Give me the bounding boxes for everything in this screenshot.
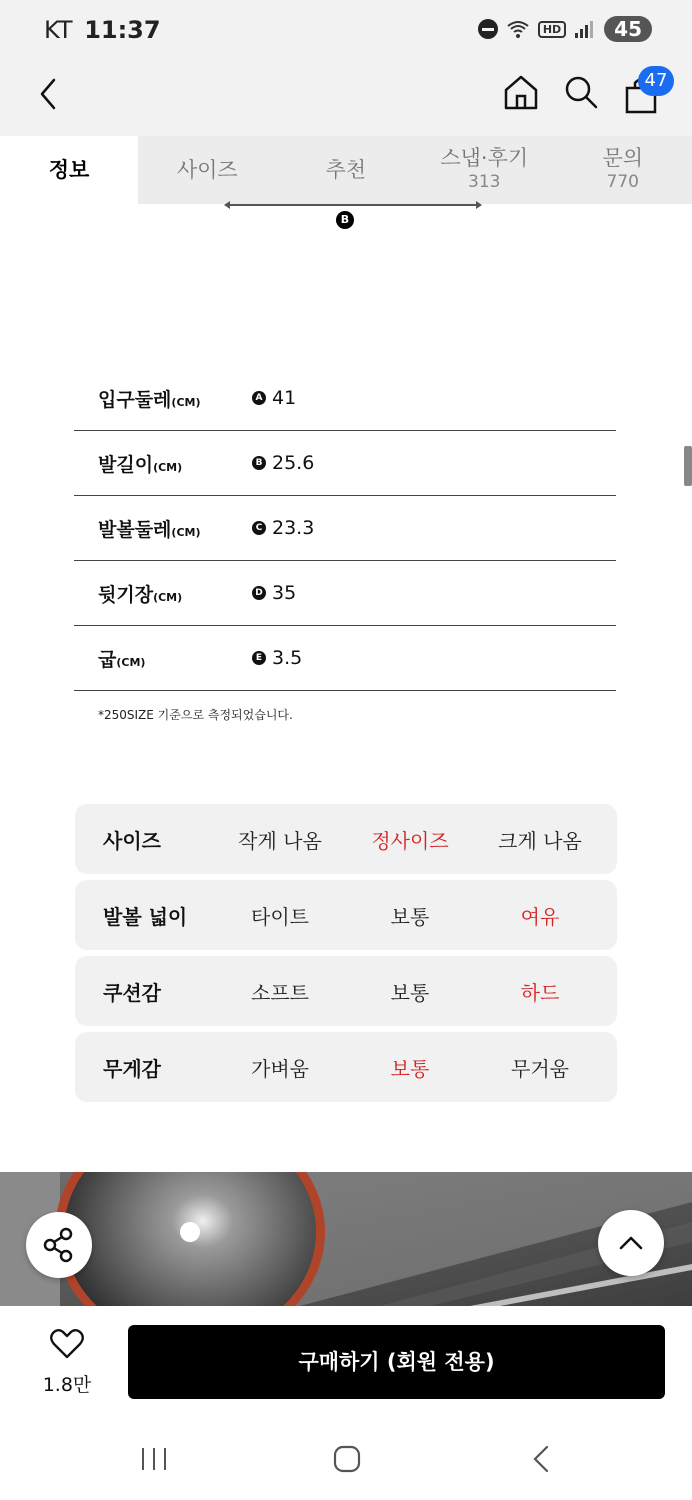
spec-value-text: 23.3 [272,517,315,539]
tab-label: 사이즈 [176,158,238,182]
heart-icon [49,1328,85,1360]
spec-unit: (CM) [171,525,201,539]
fit-row-width [75,880,617,950]
carrier-label: KT [44,16,73,44]
spec-label [74,515,252,542]
marker-icon: D [252,586,266,600]
fit-option: 무거움 [511,1056,569,1081]
scroll-to-top-button[interactable] [598,1210,664,1276]
fit-row-weight [75,1032,617,1102]
tab-size[interactable] [138,136,277,204]
fit-info-panel [75,804,617,1108]
marker-icon: E [252,651,266,665]
table-row [74,561,616,626]
spec-value [252,517,314,539]
share-button[interactable] [26,1212,92,1278]
app-header [0,62,692,136]
clock: 11:37 [84,16,161,44]
tab-count: 313 [468,172,501,192]
product-tabs [0,136,692,204]
spec-label [74,450,252,477]
tab-recommend[interactable] [277,136,416,204]
chevron-up-icon [598,1210,664,1276]
fit-label: 사이즈 [103,828,161,853]
fit-option: 타이트 [251,904,309,929]
measurement-note: *250SIZE 기준으로 측정되었습니다. [98,708,293,722]
marker-icon: C [252,521,266,535]
fit-option: 소프트 [251,980,309,1005]
spec-label-text: 입구둘레 [98,388,172,411]
spec-value [252,452,314,474]
recent-apps-icon[interactable] [140,1446,168,1472]
status-carrier-time [44,16,161,44]
spec-label [74,385,252,412]
fit-row-cushion [75,956,617,1026]
fit-option-selected: 여유 [520,904,560,929]
fit-label: 무게감 [103,1056,161,1081]
back-arrow-icon[interactable] [34,74,64,114]
spec-value-text: 41 [272,387,297,409]
fit-option: 작게 나옴 [238,828,322,853]
home-icon[interactable] [502,72,540,112]
spec-label-text: 뒷기장 [98,583,154,606]
like-count: 1.8만 [42,1374,92,1396]
status-icons [478,16,652,42]
fit-option-selected: 하드 [520,980,560,1005]
nav-home-icon[interactable] [332,1444,362,1474]
nav-back-icon[interactable] [530,1444,552,1474]
status-bar [0,0,692,62]
tab-label: 문의 [602,146,644,170]
tab-snap-review[interactable] [415,136,554,204]
fit-row-size [75,804,617,874]
table-row [74,431,616,496]
spec-value-text: 35 [272,582,297,604]
fit-option: 보통 [390,980,430,1005]
like-button[interactable] [34,1328,100,1397]
marker-icon: B [252,456,266,470]
table-row [74,626,616,691]
fit-option-selected: 정사이즈 [371,828,449,853]
search-icon[interactable] [562,72,600,112]
spec-label-text: 발길이 [98,453,154,476]
size-spec-table [74,366,616,691]
do-not-disturb-icon [478,19,498,39]
measurement-arrow [226,204,480,206]
battery-indicator: 45 [604,16,652,42]
purchase-bar [0,1306,692,1416]
product-photo [0,1172,692,1306]
tab-label: 정보 [48,158,90,182]
fit-label: 발볼 넓이 [103,904,188,929]
spec-label [74,580,252,607]
marker-icon: A [252,391,266,405]
tab-info[interactable] [0,136,138,204]
fit-option: 가벼움 [251,1056,309,1081]
spec-unit: (CM) [171,395,201,409]
wifi-icon [506,19,530,39]
measurement-marker: B [336,211,354,229]
table-row [74,366,616,431]
tab-label: 스냅·후기 [440,146,529,170]
hd-voice-icon: HD [538,21,566,38]
fit-option-selected: 보통 [390,1056,430,1081]
spec-value-text: 25.6 [272,452,315,474]
tab-label: 추천 [325,158,367,182]
spec-value [252,582,296,604]
signal-icon [574,19,596,39]
buy-button[interactable]: 구매하기 (회원 전용) [128,1325,665,1399]
fit-label: 쿠션감 [103,980,161,1005]
spec-label [74,645,252,672]
spec-label-text: 발볼둘레 [98,518,172,541]
spec-value [252,647,302,669]
spec-unit: (CM) [153,590,183,604]
table-row [74,496,616,561]
ceiling-photo-graphic [0,1172,692,1306]
scrollbar-thumb[interactable] [684,446,692,486]
fit-option: 크게 나옴 [498,828,582,853]
cart-count-badge: 47 [638,66,674,96]
tab-count: 770 [606,172,639,192]
spec-value [252,387,296,409]
spec-value-text: 3.5 [272,647,303,669]
spec-unit: (CM) [116,655,146,669]
share-icon [26,1212,92,1278]
system-nav-bar [0,1416,692,1500]
tab-inquiry[interactable] [554,136,692,204]
spec-unit: (CM) [153,460,183,474]
spec-label-text: 굽 [98,648,117,671]
fit-option: 보통 [390,904,430,929]
